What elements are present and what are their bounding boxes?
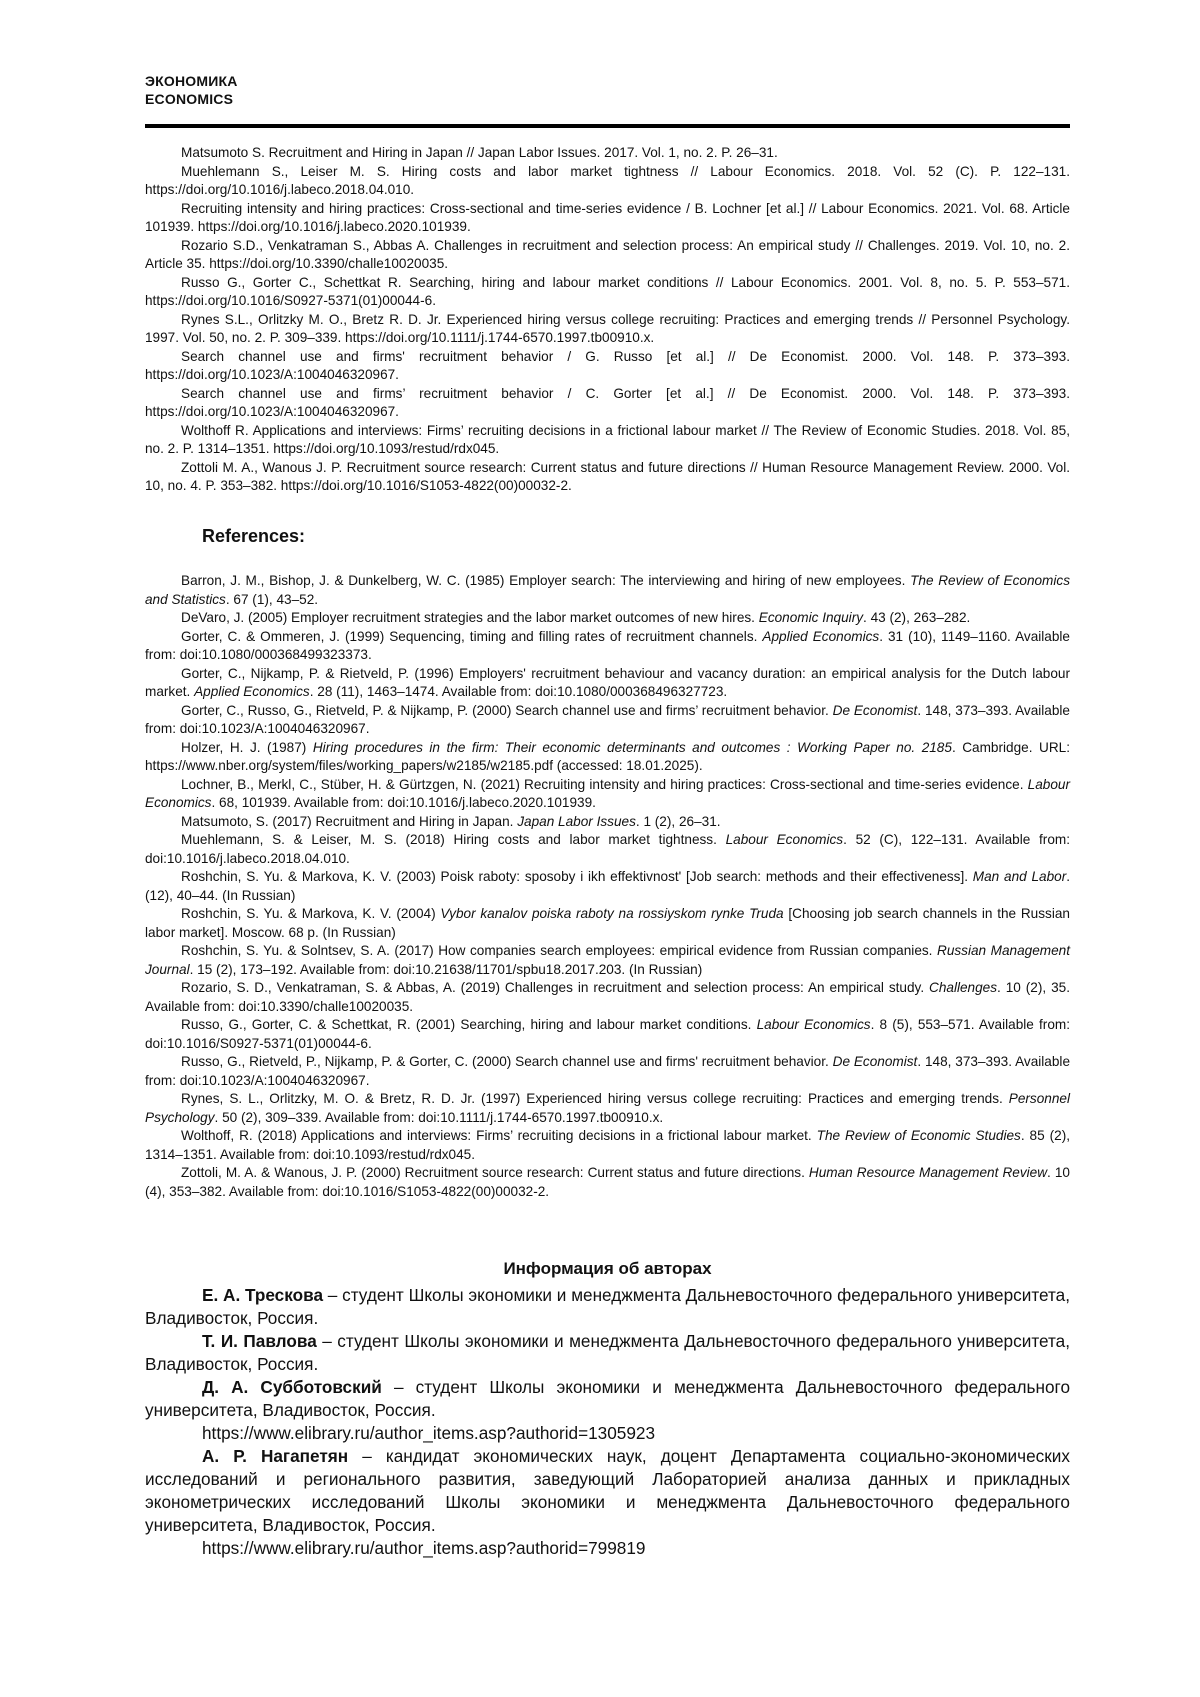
reference-item: [145, 942, 1070, 979]
reference-text: Zottoli, M. A. & Wanous, J. P. (2000) Recruitment source research: Current status and future directions.: [181, 1165, 809, 1180]
reference-text: Gorter, C., Nijkamp, P. & Rietveld, P. (1996) Employers' recruitment behaviour and vacancy duration: an empirical analysis for the Dutch labour market.: [145, 665, 1070, 699]
reference-item: [145, 628, 1070, 665]
references-heading: References:: [202, 526, 306, 546]
reference-source: Labour Economics: [725, 832, 844, 847]
author-entry: [145, 1330, 1070, 1376]
reference-source: Labour Economics: [145, 776, 1070, 810]
reference-source: Vybor kanalov poiska raboty na rossiyskom rynke Truda: [440, 906, 784, 921]
bibliography-item: Matsumoto S. Recruitment and Hiring in Japan // Japan Labor Issues. 2017. Vol. 1, no. 2. P. 26–31.: [181, 145, 778, 160]
reference-text: Barron, J. M., Bishop, J. & Dunkelberg, W. C. (1985) Employer search: The interviewing and hiring of new employees.: [181, 573, 911, 588]
author-name: Д. А. Субботовский: [202, 1377, 382, 1397]
reference-source: Hiring procedures in the firm: Their economic determinants and outcomes : Working Paper no. 2185: [312, 739, 952, 755]
reference-text: Roshchin, S. Yu. & Markova, K. V. (2003) Poisk raboty: sposoby i ikh effektivnost' [Job search: methods and their effectiveness].: [181, 869, 973, 884]
reference-text: Russo, G., Rietveld, P., Nijkamp, P. & Gorter, C. (2000) Search channel use and firms' recruitment behavior.: [181, 1054, 833, 1069]
reference-source: Economic Inquiry: [758, 610, 864, 625]
reference-text: Lochner, B., Merkl, C., Stüber, H. & Gürtzgen, N. (2021) Recruiting intensity and hiring practices: Cross-sectional and time-series evidence.: [181, 776, 1028, 792]
reference-source: Applied Economics: [194, 684, 310, 699]
reference-details: . 50 (2), 309–339. Available from: doi:10.1111/j.1744-6570.1997.tb00910.x.: [214, 1109, 664, 1125]
reference-details: . (12), 40–44. (In Russian): [145, 869, 1070, 903]
author-profile-link[interactable]: https://www.elibrary.ru/author_items.asp?authorid=1305923: [202, 1423, 656, 1443]
author-description: – студент Школы экономики и менеджмента Дальневосточного федерального университета, Владивосток, Россия.: [145, 1331, 1070, 1374]
author-entry: [145, 1445, 1070, 1537]
reference-text: Muehlemann, S. & Leiser, M. S. (2018) Hiring costs and labor market tightness.: [181, 832, 726, 847]
reference-details: . Cambridge. URL: https://www.nber.org/system/files/working_papers/w2185/w2185.pdf (accessed: 18.01.2025).: [145, 739, 1070, 773]
reference-item: [145, 776, 1070, 813]
bibliography-item: Rozario S.D., Venkatraman S., Abbas A. Challenges in recruitment and selection process: An empirical study // Challenges. 2019. Vol. 10, no. 2. Article 35. https://doi.org/10.3390/challe10020035.: [145, 237, 1070, 271]
reference-source: De Economist: [832, 1054, 918, 1069]
reference-text: Rozario, S. D., Venkatraman, S. & Abbas, A. (2019) Challenges in recruitment and selection process: An empirical study.: [181, 980, 930, 995]
bibliography-item: Wolthoff R. Applications and interviews: Firms’ recruiting decisions in a frictional labour market // The Review of Economic Studies. 2018. Vol. 85, no. 2. P. 1314–1351. https://doi.org/10.1093/restud/rdx045.: [145, 422, 1070, 456]
reference-item: [145, 665, 1070, 702]
reference-source: The Review of Economics and Statistics: [145, 573, 1070, 607]
reference-details: . 15 (2), 173–192. Available from: doi:10.21638/11701/spbu18.2017.203. (In Russian): [189, 961, 703, 977]
authors-heading: Информация об авторах: [503, 1259, 712, 1278]
reference-item: [145, 1090, 1070, 1127]
bibliography-item: Search channel use and firms’ recruitment behavior / C. Gorter [et al.] // De Economist. 2000. Vol. 148. P. 373–393. https://doi.org/10.1023/A:1004046320967.: [145, 385, 1070, 419]
reference-details: . 148, 373–393. Available from: doi:10.1023/A:1004046320967.: [145, 1054, 1071, 1088]
reference-item: [145, 868, 1070, 905]
bibliography-item: Rynes S.L., Orlitzky M. O., Bretz R. D. Jr. Experienced hiring versus college recruiting: Practices and emerging trends // Personnel Psychology. 1997. Vol. 50, no. 2. P. 309–339. https://doi.org/10.1111/j.1744-6570.1997.tb00910.x.: [145, 311, 1070, 345]
reference-details: . 28 (11), 1463–1474. Available from: doi:10.1080/000368496327723.: [309, 684, 728, 699]
reference-text: Roshchin, S. Yu. & Markova, K. V. (2004): [181, 906, 441, 921]
reference-text: Gorter, C., Russo, G., Rietveld, P. & Nijkamp, P. (2000) Search channel use and firms’ recruitment behavior.: [181, 702, 833, 718]
running-head-ru: ЭКОНОМИКА: [145, 73, 238, 89]
reference-source: Human Resource Management Review: [808, 1165, 1048, 1180]
reference-item: [145, 905, 1070, 942]
reference-item: [145, 702, 1070, 739]
reference-details: . 148, 373–393. Available from: doi:10.1023/A:1004046320967.: [145, 702, 1070, 736]
running-head-en: ECONOMICS: [145, 91, 234, 107]
reference-text: Roshchin, S. Yu. & Solntsev, S. A. (2017) How companies search employees: empirical evidence from Russian companies.: [181, 943, 937, 958]
reference-text: Rynes, S. L., Orlitzky, M. O. & Bretz, R. D. Jr. (1997) Experienced hiring versus college recruiting: Practices and emerging trends.: [181, 1091, 1009, 1106]
author-entry: [145, 1284, 1070, 1330]
reference-source: Russian Management Journal: [145, 943, 1070, 977]
reference-details: . 43 (2), 263–282.: [863, 610, 971, 625]
bibliography-item: Zottoli M. A., Wanous J. P. Recruitment source research: Current status and future directions // Human Resource Management Review. 2000. Vol. 10, no. 4. P. 353–382. https://doi.org/10.1016/S1053-4822(00)00032-2.: [145, 459, 1070, 493]
reference-item: [145, 739, 1070, 776]
bibliography-list: [145, 144, 1070, 496]
author-description: – студент Школы экономики и менеджмента Дальневосточного федерального университета, Владивосток, Россия.: [145, 1377, 1070, 1420]
reference-text: DeVaro, J. (2005) Employer recruitment strategies and the labor market outcomes of new hires.: [181, 610, 759, 625]
bibliography-item: Russo G., Gorter C., Schettkat R. Searching, hiring and labour market conditions // Labour Economics. 2001. Vol. 8, no. 5. P. 553–571. https://doi.org/10.1016/S0927-5371(01)00044-6.: [145, 274, 1070, 308]
author-entry: [145, 1376, 1070, 1422]
reference-details: . 68, 101939. Available from: doi:10.1016/j.labeco.2020.101939.: [211, 795, 596, 810]
reference-item: [145, 1164, 1070, 1201]
reference-item: [145, 1127, 1070, 1164]
bibliography-item: Muehlemann S., Leiser M. S. Hiring costs and labor market tightness // Labour Economics. 2018. Vol. 52 (C). P. 122–131. https://doi.org/10.1016/j.labeco.2018.04.010.: [145, 163, 1070, 197]
reference-source: Man and Labor: [972, 869, 1067, 884]
reference-details: . 31 (10), 1149–1160. Available from: doi:10.1080/000368499323373.: [145, 628, 1070, 662]
reference-source: Japan Labor Issues: [517, 813, 636, 829]
reference-item: [145, 831, 1070, 868]
author-name: А. Р. Нагапетян: [202, 1446, 349, 1466]
reference-source: De Economist: [832, 702, 918, 718]
reference-item: [145, 979, 1070, 1016]
reference-source: Personnel Psychology: [145, 1091, 1070, 1125]
author-description: – кандидат экономических наук, доцент Департамента социально-экономических исследований и регионального развития, заведующий Лабораторией анализа данных и прикладных эконометрических исследований Школы экономики и менеджмента Дальневосточного федерального университета, Владивосток, Россия.: [145, 1446, 1070, 1535]
header-rule: [145, 124, 1070, 128]
reference-item: [145, 813, 1070, 832]
reference-source: The Review of Economic Studies: [816, 1128, 1021, 1143]
reference-source: Applied Economics: [762, 628, 880, 644]
authors-list: [145, 1284, 1070, 1560]
reference-details: . 10 (4), 353–382. Available from: doi:10.1016/S1053-4822(00)00032-2.: [145, 1165, 1070, 1199]
reference-item: [145, 572, 1070, 609]
reference-text: Russo, G., Gorter, C. & Schettkat, R. (2001) Searching, hiring and labour market conditions.: [181, 1017, 757, 1032]
reference-details: . 10 (2), 35. Available from: doi:10.3390/challe10020035.: [145, 980, 1070, 1014]
author-name: Т. И. Павлова: [202, 1331, 317, 1351]
reference-item: [145, 1016, 1070, 1053]
author-name: Е. А. Трескова: [202, 1285, 324, 1305]
reference-source: Challenges: [929, 980, 998, 995]
references-list: [145, 572, 1070, 1201]
running-head: [145, 72, 238, 108]
reference-details: . 1 (2), 26–31.: [635, 813, 721, 829]
reference-details: . 52 (C), 122–131. Available from: doi:10.1016/j.labeco.2018.04.010.: [145, 832, 1070, 866]
reference-details: . 67 (1), 43–52.: [225, 591, 319, 607]
reference-details: [Choosing job search channels in the Russian labor market]. Moscow. 68 p. (In Russian): [145, 906, 1070, 940]
reference-text: Holzer, H. J. (1987): [181, 739, 313, 755]
reference-item: [145, 609, 1070, 628]
reference-details: . 8 (5), 553–571. Available from: doi:10.1016/S0927-5371(01)00044-6.: [145, 1017, 1070, 1051]
reference-text: Matsumoto, S. (2017) Recruitment and Hiring in Japan.: [181, 813, 518, 829]
author-profile-link[interactable]: https://www.elibrary.ru/author_items.asp?authorid=799819: [202, 1538, 646, 1558]
author-description: – студент Школы экономики и менеджмента Дальневосточного федерального университета, Владивосток, Россия.: [145, 1285, 1071, 1328]
reference-source: Labour Economics: [756, 1017, 871, 1032]
reference-item: [145, 1053, 1070, 1090]
reference-details: . 85 (2), 1314–1351. Available from: doi:10.1093/restud/rdx045.: [145, 1128, 1071, 1162]
reference-text: Gorter, C. & Ommeren, J. (1999) Sequencing, timing and filling rates of recruitment channels.: [181, 628, 763, 644]
bibliography-item: Recruiting intensity and hiring practices: Cross-sectional and time-series evidence / B. Lochner [et al.] // Labour Economics. 2021. Vol. 68. Article 101939. https://doi.org/10.1016/j.labeco.2020.101939.: [145, 200, 1070, 234]
bibliography-item: Search channel use and firms' recruitment behavior / G. Russo [et al.] // De Economist. 2000. Vol. 148. P. 373–393. https://doi.org/10.1023/A:1004046320967.: [145, 348, 1070, 382]
reference-text: Wolthoff, R. (2018) Applications and interviews: Firms’ recruiting decisions in a frictional labour market.: [181, 1128, 817, 1143]
